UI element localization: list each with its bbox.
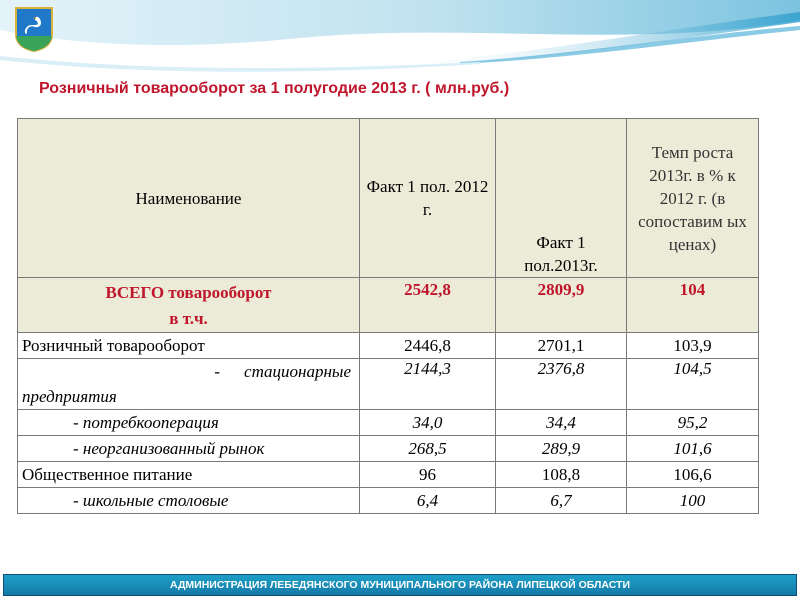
cell-fact-2013: 2809,9 [496, 278, 627, 333]
cell-fact-2013: 34,4 [496, 410, 627, 436]
table-row [18, 436, 759, 462]
cell-fact-2013: 108,8 [496, 462, 627, 488]
row-dash: - [214, 362, 221, 381]
cell-fact-2013: 2701,1 [496, 333, 627, 359]
table-row [18, 462, 759, 488]
cell-growth: 101,6 [627, 436, 759, 462]
cell-fact-2012: 2446,8 [360, 333, 496, 359]
cell-fact-2012: 6,4 [360, 488, 496, 514]
cell-fact-2012: 2542,8 [360, 278, 496, 333]
row-name: - потребкооперация [18, 410, 360, 436]
table-row [18, 410, 759, 436]
row-name-line1: стационарные [244, 362, 351, 381]
swan-coat-of-arms-icon [14, 6, 54, 52]
row-name-line1: ВСЕГО товарооборот [105, 283, 272, 302]
row-name: Розничный товарооборот [18, 333, 360, 359]
cell-growth: 104,5 [627, 359, 759, 410]
cell-fact-2012: 96 [360, 462, 496, 488]
turnover-table [17, 118, 759, 514]
cell-fact-2012: 268,5 [360, 436, 496, 462]
row-name [18, 359, 360, 410]
row-name [18, 278, 360, 333]
row-name: - школьные столовые [18, 488, 360, 514]
cell-fact-2013: 2376,8 [496, 359, 627, 410]
cell-growth: 106,6 [627, 462, 759, 488]
header-growth-rate: Темп роста 2013г. в % к 2012 г. (в сопоставим ых ценах) [627, 119, 759, 278]
header-fact-2013: Факт 1 пол.2013г. [496, 119, 627, 278]
table-header-row [18, 119, 759, 278]
cell-fact-2013: 6,7 [496, 488, 627, 514]
header-fact-2012: Факт 1 пол. 2012 г. [360, 119, 496, 278]
cell-growth: 104 [627, 278, 759, 333]
cell-fact-2012: 2144,3 [360, 359, 496, 410]
table-row [18, 359, 759, 410]
row-name-line2: в т.ч. [169, 309, 208, 328]
row-name: - неорганизованный рынок [18, 436, 360, 462]
page-title: Розничный товарооборот за 1 полугодие 2013 г. ( млн.руб.) [39, 80, 510, 97]
cell-growth: 95,2 [627, 410, 759, 436]
row-name: Общественное питание [18, 462, 360, 488]
table-row [18, 488, 759, 514]
cell-growth: 100 [627, 488, 759, 514]
footer-banner: АДМИНИСТРАЦИЯ ЛЕБЕДЯНСКОГО МУНИЦИПАЛЬНОГО РАЙОНА ЛИПЕЦКОЙ ОБЛАСТИ [3, 574, 797, 596]
cell-fact-2012: 34,0 [360, 410, 496, 436]
header-name: Наименование [18, 119, 360, 278]
row-name-line2: предприятия [22, 387, 117, 406]
table-row-total [18, 278, 759, 333]
header-wave-background [0, 0, 800, 80]
cell-growth: 103,9 [627, 333, 759, 359]
table-row [18, 333, 759, 359]
cell-fact-2013: 289,9 [496, 436, 627, 462]
